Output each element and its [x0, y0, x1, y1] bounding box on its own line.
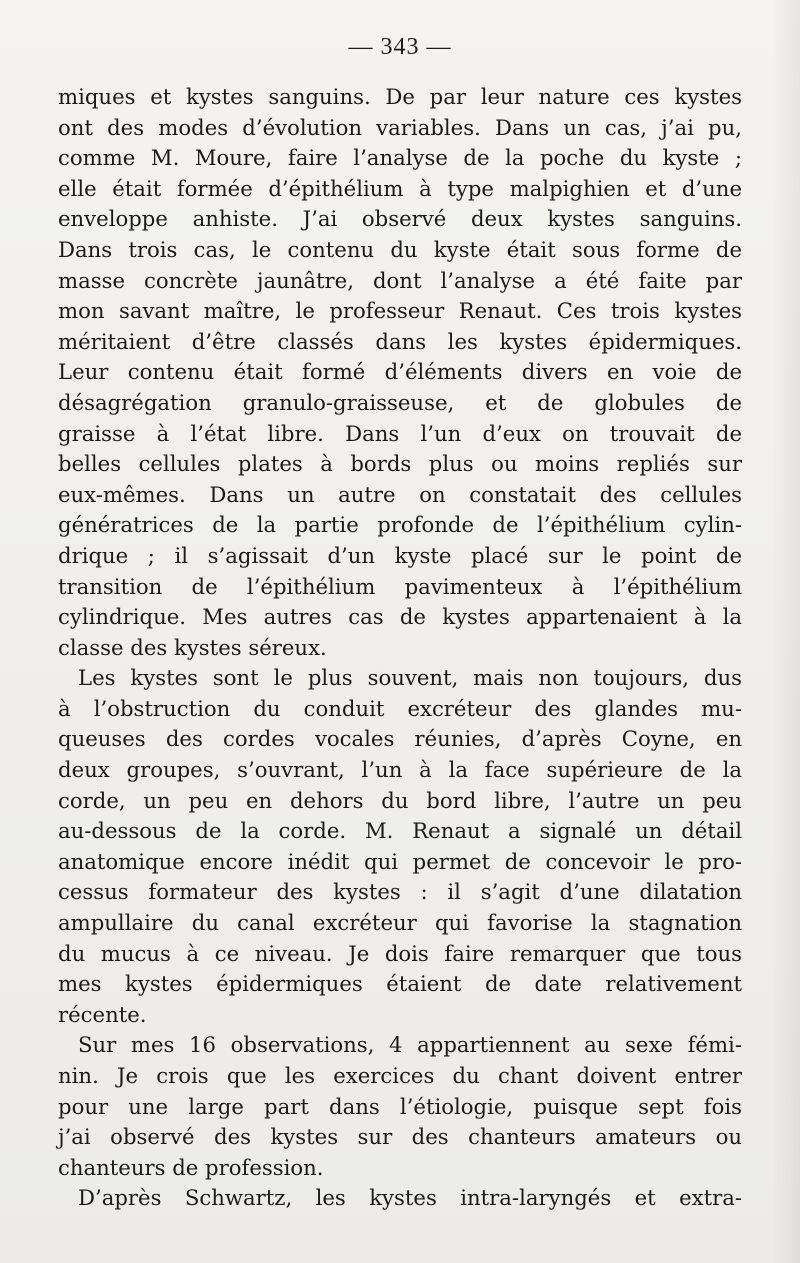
text-line: génératrices de la partie profonde de l’épithélium cylin-	[58, 512, 742, 538]
text-line: au-dessous de la corde. M. Renaut a signalé un détail	[58, 818, 742, 844]
page-number: — 343 —	[348, 34, 452, 60]
paragraph	[58, 1183, 742, 1214]
text-line: désagrégation granulo-graisseuse, et de globules de	[58, 389, 742, 415]
text-line: Dans trois cas, le contenu du kyste était sous forme de	[58, 236, 742, 262]
text-line: deux groupes, s’ouvrant, l’un à la face supérieure de la	[58, 757, 742, 783]
text-line: récente.	[58, 1001, 147, 1027]
text-line: corde, un peu en dehors du bord libre, l’autre un peu	[58, 787, 742, 813]
paragraph	[58, 1030, 742, 1183]
text-line: à l’obstruction du conduit excréteur des glandes mu-	[58, 695, 742, 721]
text-line: classe des kystes séreux.	[58, 634, 327, 660]
text-line: Sur mes 16 observations, 4 appartiennent au sexe fémi-	[78, 1032, 742, 1058]
text-line: j’ai observé des kystes sur des chanteurs amateurs ou	[58, 1124, 742, 1150]
text-line: ont des modes d’évolution variables. Dans un cas, j’ai pu,	[58, 114, 742, 140]
page-edge-shadow	[772, 0, 800, 1263]
text-line: queuses des cordes vocales réunies, d’après Coyne, en	[58, 726, 742, 752]
text-line: Les kystes sont le plus souvent, mais non toujours, dus	[78, 665, 742, 691]
text-line: Leur contenu était formé d’éléments divers en voie de	[58, 359, 742, 385]
text-line: mon savant maître, le professeur Renaut. Ces trois kystes	[58, 298, 742, 324]
text-line: comme M. Moure, faire l’analyse de la poche du kyste ;	[58, 145, 742, 171]
text-line: masse concrète jaunâtre, dont l’analyse a été faite par	[58, 267, 742, 293]
text-line: elle était formée d’épithélium à type malpighien et d’une	[58, 175, 742, 201]
text-line: transition de l’épithélium pavimenteux à l’épithélium	[58, 573, 742, 599]
paragraph	[58, 663, 742, 1030]
text-line: ampullaire du canal excréteur qui favorise la stagnation	[58, 910, 742, 936]
text-line: du mucus à ce niveau. Je dois faire remarquer que tous	[58, 940, 742, 966]
text-line: graisse à l’état libre. Dans l’un d’eux on trouvait de	[58, 420, 742, 446]
text-line: pour une large part dans l’étiologie, puisque sept fois	[58, 1093, 742, 1119]
text-line: cylindrique. Mes autres cas de kystes appartenaient à la	[58, 604, 742, 630]
text-line: méritaient d’être classés dans les kystes épidermiques.	[58, 328, 742, 354]
paragraph	[58, 82, 742, 663]
text-line: enveloppe anhiste. J’ai observé deux kystes sanguins.	[58, 206, 742, 232]
text-line: chanteurs de profession.	[58, 1154, 324, 1180]
body-text	[58, 82, 742, 1214]
text-line: mes kystes épidermiques étaient de date relativement	[58, 971, 742, 997]
text-line: nin. Je crois que les exercices du chant doivent entrer	[58, 1063, 742, 1088]
text-line: D’après Schwartz, les kystes intra-laryngés et extra-	[78, 1185, 742, 1211]
text-line: anatomique encore inédit qui permet de concevoir le pro-	[58, 848, 742, 874]
text-line: cessus formateur des kystes : il s’agit d’une dilatation	[58, 879, 742, 905]
text-line: belles cellules plates à bords plus ou moins repliés sur	[58, 451, 742, 477]
text-line: miques et kystes sanguins. De par leur nature ces kystes	[58, 84, 742, 109]
text-line: drique ; il s’agissait d’un kyste placé sur le point de	[58, 542, 742, 568]
text-line: eux-mêmes. Dans un autre on constatait des cellules	[58, 481, 742, 507]
